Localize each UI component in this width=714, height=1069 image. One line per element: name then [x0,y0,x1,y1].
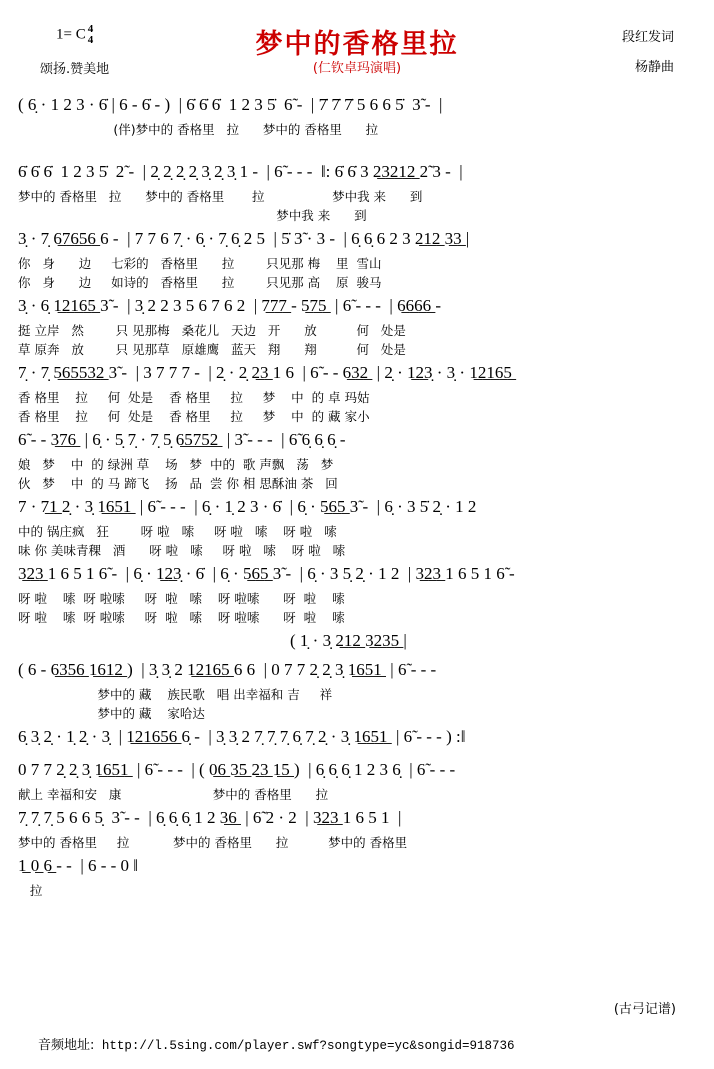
audio-url-line [38,1034,514,1053]
audio-url[interactable]: http://l.5sing.com/player.swf?songtype=yc&songid=918736 [101,1039,515,1053]
spacer [18,752,696,756]
lyric-line-1: 中的 锅庄疯 狂 呀 啦 嗦 呀 啦 嗦 呀 啦 嗦 [18,524,337,539]
lyric-line-1: 你 身 边 七彩的 香格里 拉 只见那 梅 里 雪山 [18,256,382,271]
notation-line: 3̣ · 6̣ 1̲2̲1̲6̲5̲ 3̃ - | 3̣ 2 2 3 5 6 7 6 2 | 7̲7̲7̲ - 5̲7̲5̲ | 6̃ - - - | 6̲6̲6̲6̲ - [18,296,441,315]
lyric-line-1: (伴)梦中的 香格里 拉 梦中的 香格里 拉 [18,122,379,137]
music-system [0,226,714,292]
audio-url-label: 音频地址: [38,1038,95,1053]
lyric-line-1: 献上 幸福和安 康 梦中的 香格里 拉 [18,787,329,802]
music-system [0,724,714,756]
lyric-line-1: 挺 立岸 然 只 见那梅 桑花儿 天边 开 放 何 处是 [18,323,406,338]
notation-line: 0 7 7 2̣ 2̣ 3̣ 1̲6̲5̲1̲ | 6̃ - - - | ( 0̲6̲ 3̲5̲ 2̲3̲ 1̲5̲ ) | 6̣ 6̣ 6̣ 1 2 3 6̣ | 6̃ - - - [18,760,456,779]
lyric-line-1: 梦中的 香格里 拉 梦中的 香格里 拉 梦中的 香格里 [18,835,408,850]
lyric-line-1: 娘 梦 中 的 绿洲 草 场 梦 中的 歌 声飘 荡 梦 [18,457,334,472]
transcriber-credit: (古弓记谱) [613,1002,676,1017]
singer-credit: (仁钦卓玛演唱) [312,61,402,76]
notation-line: ( 6 - 6̲3̲5̲6̲ 1̲6̲1̲2̲ ) | 3̣ 3̣ 2 1̲2̲1̲6̲5̲ 6 6 | 0 7 7 2̣ 2̣ 3̣ 1̲6̲5̲1̲ | 6̃ - - - [18,660,437,679]
lyric-line-1: 拉 [18,883,43,898]
score-header [0,0,714,92]
notation-line: 3̲2̲3̲ 1 6 5 1 6̃ - | 6̣ · 1̲2̲3̣ · 6̇ | 6̣ · 5̲6̲5̲ 3̃ - | 6̣ · 3 5̣ 2̣ · 1 2 | 3̲2̲3̲ 1 6 5 1 6̃ - [18,564,515,583]
lyricist-credit: 段红发词 [621,30,674,45]
notation-line: ( 6̣ · 1 2 3 · 6̇ | 6 - 6̇ - ) | 6̇ 6̇ 6̇ 1 2 3 5̇ 6̃ - | 7̇ 7̇ 7̇ 5 6 6 5̇ 3̃ - | [18,95,443,114]
time-signature-denominator: 4 [87,34,94,46]
notation-line: 1̲ 0̲ 6̲ - - | 6 - - 0 ‖ [18,856,139,875]
music-system-pickup [0,628,714,656]
lyric-line-2: 草 原奔 放 只 见那草 原雄鹰 蓝天 翔 翔 何 处是 [18,342,406,357]
time-signature-numerator: 4 [87,23,94,35]
lyric-line-1: 香 格里 拉 何 处是 香 格里 拉 梦 中 的 卓 玛姑 [18,390,370,405]
music-system [0,92,714,158]
composer-credit: 杨静曲 [634,60,674,75]
notation-line: ( 1̣ · 3̣ 2̲1̲2̲ 3̲2̲3̲5̲ | [18,631,407,650]
music-system [0,805,714,852]
notation-line: 7̣ · 7̣ 5̲6̲5̲5̲3̲2̲ 3̃ - | 3 7 7 7 - | 2̣ · 2̣ 2̲3̲ 1 6 | 6̃ - - 6̲3̲2̲ | 2̣ · 1̲2̲3̣ · 3̣ · 1̲2̲1̲6̲5̲ [18,363,512,382]
lyric-line-2: 呀 啦 嗦 呀 啦嗦 呀 啦 嗦 呀 啦嗦 呀 啦 嗦 [18,610,345,625]
notation-line: 6̃ - - 3̲7̲6̲ | 6̣ · 5̣ 7̣ · 7̣ 5̣ 6̲5̲7̲5̲2̲ | 3̃ - - - | 6̃ 6̣ 6̣ 6̣ - [18,430,346,449]
music-system [0,494,714,560]
music-system [0,657,714,723]
page-title: 梦中的香格里拉 [255,29,459,60]
notation-line: 6̇ 6̇ 6̇ 1 2 3 5̇ 2̃ - | 2̣ 2̣ 2̣ 2̣ 3̣ 2̣ 3̣ 1 - | 6̃ - - - ‖: 6̇ 6̇ 3 2̲3̲2̲1̲2̲ 2̃ 3 - | [18,162,463,181]
music-system [0,159,714,225]
key-signature-text: 1= C [56,26,86,43]
lyric-line-1: 呀 啦 嗦 呀 啦嗦 呀 啦 嗦 呀 啦嗦 呀 啦 嗦 [18,591,345,606]
lyric-line-2: 香 格里 拉 何 处是 香 格里 拉 梦 中 的 藏 家小 [18,409,370,424]
notation-line: 3̣ · 7̣ 6̲7̲6̲5̲6̲ 6 - | 7 7 6 7̣ · 6̣ · 7̣ 6̣ 2 5 | 5̇ 3̃ · 3 - | 6̣ 6̣ 6 2 3 2̲1̲2̲ 3̲3̲ | [18,229,470,248]
lyric-line-2: 味 你 美味青稞 酒 呀 啦 嗦 呀 啦 嗦 呀 啦 嗦 [18,543,346,558]
music-system [0,360,714,426]
music-system [0,757,714,804]
lyric-line-2 [18,139,696,158]
music-system [0,561,714,627]
lyric-line-2: 梦中的 藏 家哈达 [18,706,205,721]
notation-line: 6̣ 3̣ 2̣ · 1̣ 2̣ · 3̣ | 1̲2̲1̲6̲5̲6̲ 6̣ - | 3̣ 3̣ 2 7̣ 7̣ 7̣ 6̣ 7̣ 2̣ · 3̣ 1̲6̲5̲1̲ | 6̃ - - - ) :‖ [18,727,466,746]
lyric-line-1: 梦中的 香格里 拉 梦中的 香格里 拉 梦中我 来 到 [18,189,423,204]
mood-marking: 颂扬.赞美地 [40,62,110,77]
lyric-line-1: 梦中的 藏 族民歌 唱 出幸福和 吉 祥 [18,687,333,702]
notation-line: 7 · 7̲1̲ 2̣ · 3̣ 1̲6̲5̲1̲ | 6̃ - - - | 6̣ · 1̣ 2 3 · 6̇ | 6̣ · 5̲6̲5̲ 3̃ - | 6̣ · 3 5̇ 2̣ · 1 2 [18,497,477,516]
lyric-line-2: 你 身 边 如诗的 香格里 拉 只见那 高 原 骏马 [18,275,382,290]
music-body [0,92,714,901]
music-system [0,293,714,359]
lyric-line-2: 梦中我 来 到 [18,208,367,223]
notation-line: 7̣ 7̣ 7̣ 5 6 6 5̣ 3̃ - - | 6̣ 6̣ 6̣ 1 2 3̲6̲ | 6̃ 2 · 2 | 3̲2̲3̲ 1 6 5 1 | [18,808,402,827]
music-system [0,427,714,493]
music-system [0,853,714,900]
lyric-line-2: 伙 梦 中 的 马 蹄飞 扬 品 尝 你 相 思酥油 茶 回 [18,476,338,491]
